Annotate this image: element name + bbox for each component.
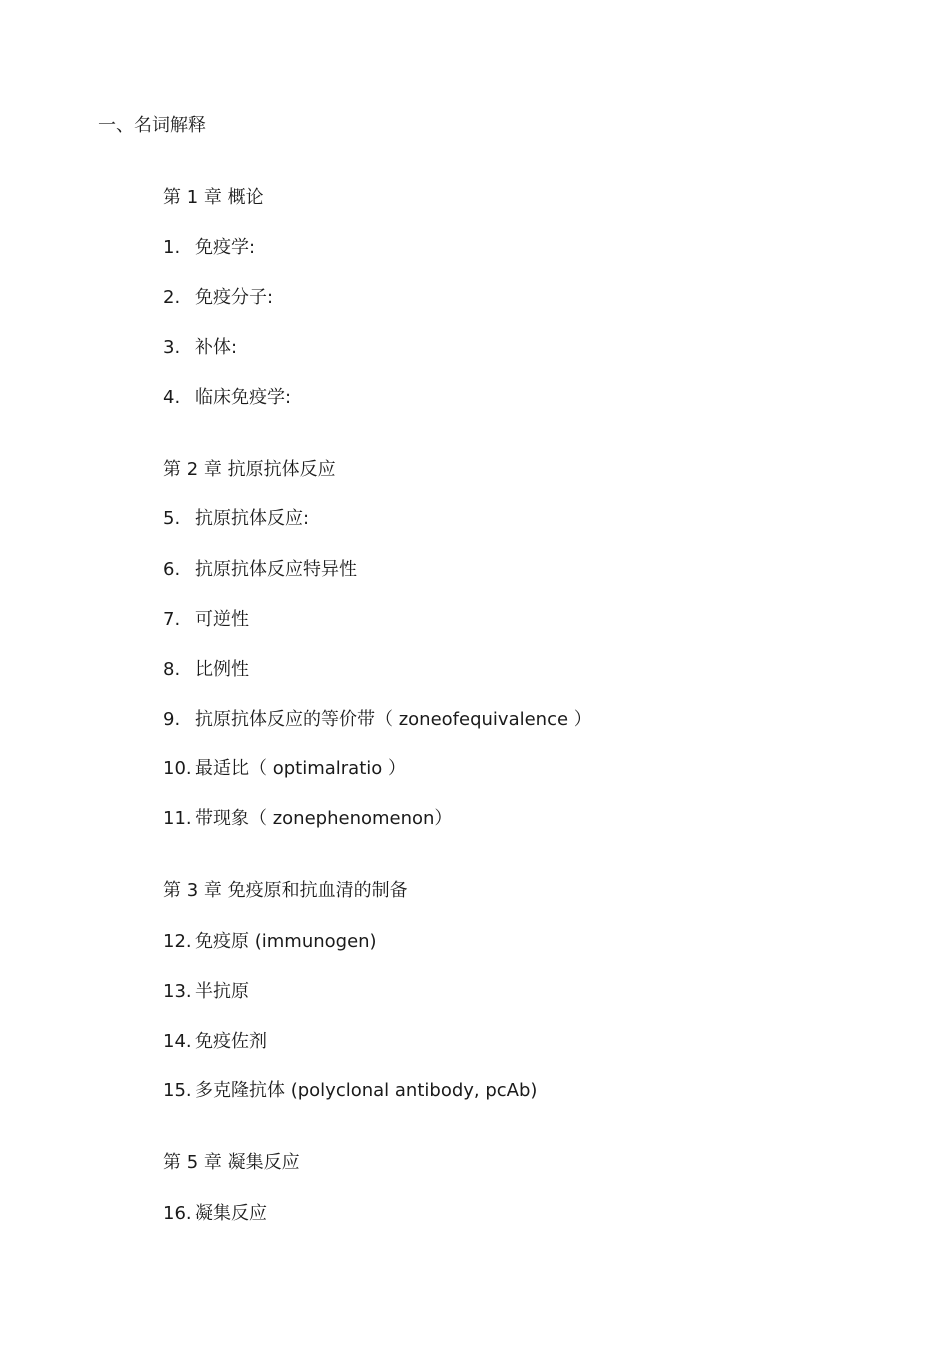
item-text: 补体: — [195, 337, 238, 358]
list-item — [163, 709, 592, 731]
item-text: 最适比（ optimalratio ） — [195, 758, 407, 779]
item-text: 抗原抗体反应特异性 — [195, 559, 357, 580]
chapter-heading-5: 第 5 章 凝集反应 — [163, 1152, 300, 1173]
item-number: 4. — [163, 387, 181, 408]
item-text: 比例性 — [195, 659, 249, 680]
item-text: 抗原抗体反应: — [195, 508, 310, 529]
item-number: 3. — [163, 337, 181, 358]
list-item — [163, 1203, 267, 1225]
item-number: 15. — [163, 1080, 192, 1101]
item-number: 2. — [163, 287, 181, 308]
list-item — [163, 758, 406, 780]
list-item — [163, 287, 273, 309]
chapter-heading-1: 第 1 章 概论 — [163, 187, 264, 208]
section-title: 一、名词解释 — [98, 115, 206, 136]
item-number: 9. — [163, 709, 181, 730]
item-text: 免疫佐剂 — [195, 1031, 267, 1052]
item-text: 临床免疫学: — [195, 387, 292, 408]
chapter-heading-3: 第 3 章 免疫原和抗血清的制备 — [163, 880, 408, 901]
item-text: 抗原抗体反应的等价带（ zoneofequivalence ） — [195, 709, 592, 730]
item-number: 13. — [163, 981, 192, 1002]
item-text: 可逆性 — [195, 609, 249, 630]
item-number: 7. — [163, 609, 181, 630]
list-item — [163, 1080, 537, 1102]
item-number: 8. — [163, 659, 181, 680]
list-item — [163, 387, 291, 409]
list-item — [163, 1031, 267, 1053]
list-item — [163, 609, 249, 631]
item-number: 11. — [163, 808, 192, 829]
list-item — [163, 559, 357, 581]
list-item — [163, 337, 237, 359]
list-item — [163, 981, 249, 1003]
item-text: 免疫分子: — [195, 287, 274, 308]
list-item — [163, 808, 452, 830]
item-text: 免疫原 (immunogen) — [195, 931, 377, 952]
item-text: 凝集反应 — [195, 1203, 267, 1224]
item-number: 6. — [163, 559, 181, 580]
item-number: 14. — [163, 1031, 192, 1052]
item-number: 5. — [163, 508, 181, 529]
list-item — [163, 659, 249, 681]
item-text: 带现象（ zonephenomenon） — [195, 808, 453, 829]
item-text: 半抗原 — [195, 981, 249, 1002]
list-item — [163, 237, 255, 259]
list-item — [163, 508, 309, 530]
item-text: 免疫学: — [195, 237, 256, 258]
chapter-heading-2: 第 2 章 抗原抗体反应 — [163, 459, 336, 480]
list-item — [163, 931, 377, 953]
item-number: 16. — [163, 1203, 192, 1224]
item-number: 12. — [163, 931, 192, 952]
item-number: 10. — [163, 758, 192, 779]
item-text: 多克隆抗体 (polyclonal antibody, pcAb) — [195, 1080, 538, 1101]
item-number: 1. — [163, 237, 181, 258]
